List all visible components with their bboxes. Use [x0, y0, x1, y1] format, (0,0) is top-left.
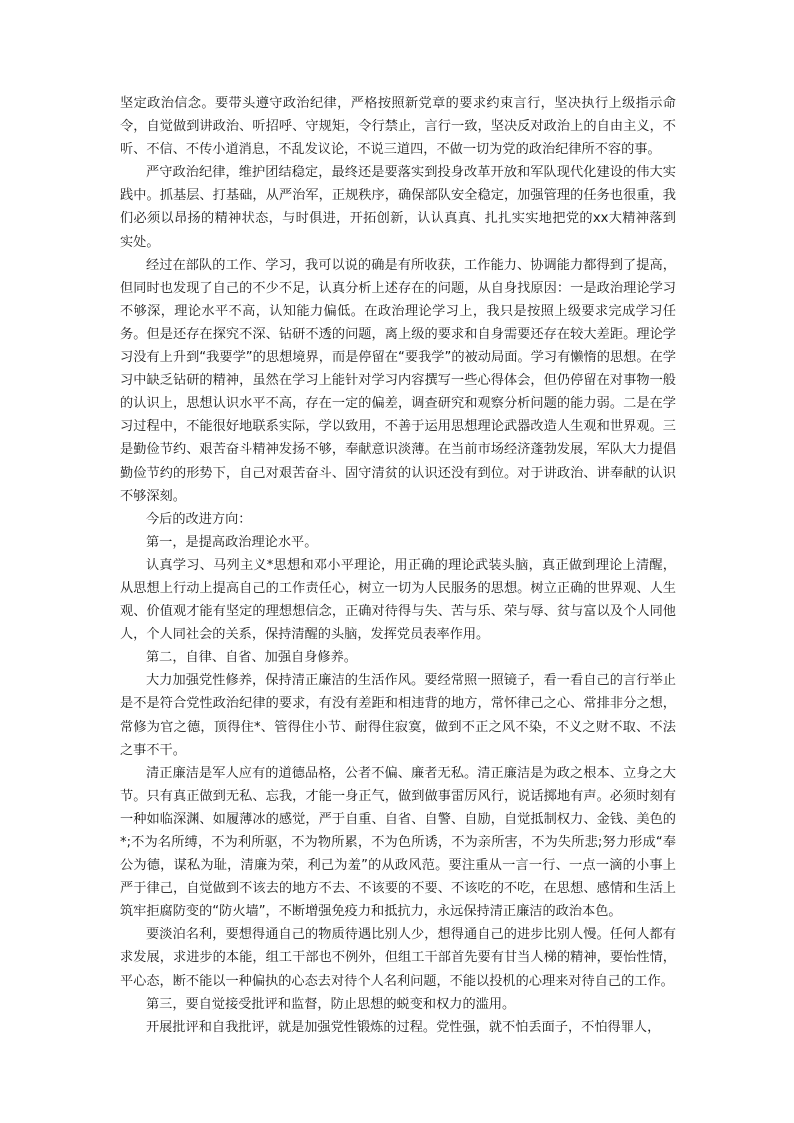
document-body: [120, 92, 676, 1039]
paragraph: 清正廉洁是军人应有的道德品格，公者不偏、廉者无私。清正廉洁是为政之根本、立身之大节。只有真正做到无私、忘我，才能一身正气，做到做事雷厉风行，说话掷地有声。必须时刻有一种如临深渊、如履薄冰的感觉，严于自重、自省、自警、自励，自觉抵制权力、金钱、美色的*;不为名所缚，不为利所驱，不为物所累，不为色所诱，不为亲所害，不为失所悲;努力形成“奉公为德，谋私为耻，清廉为荣，利己为羞”的从政风范。要注重从一言一行、一点一滴的小事上严于律己，自觉做到不该去的地方不去、不该要的不要、不该吃的不吃，在思想、感情和生活上筑牢拒腐防变的“防火墙”，不断增强免疫力和抵抗力，永远保持清正廉洁的政治本色。: [120, 765, 676, 920]
paragraph: 今后的改进方向：: [146, 511, 252, 527]
section-heading: 第三，要自觉接受批评和监督，防止思想的蜕变和权力的滥用。: [146, 996, 516, 1012]
paragraph: 坚定政治信念。要带头遵守政治纪律，严格按照新党章的要求约束言行，坚决执行上级指示命令，自觉做到讲政治、听招呼、守规矩，令行禁止，言行一致，坚决反对政治上的自由主义，不听、不信、不传小道消息，不乱发议论，不说三道四，不做一切为党的政治纪律所不容的事。: [120, 96, 676, 158]
section-heading: 第一，是提高政治理论水平。: [146, 534, 318, 550]
paragraph: 开展批评和自我批评，就是加强党性锻炼的过程。党性强，就不怕丢面子，不怕得罪人，: [146, 1019, 661, 1035]
paragraph: 严守政治纪律，维护团结稳定，最终还是要落实到投身改革开放和军队现代化建设的伟大实践中。抓基层、打基础，从严治军，正规秩序，确保部队安全稳定，加强管理的任务也很重，我们必须以昂扬的精神状态，与时俱进，开拓创新，认认真真、扎扎实实地把党的xx大精神落到实处。: [120, 165, 676, 250]
paragraph: 经过在部队的工作、学习，我可以说的确是有所收获，工作能力、协调能力都得到了提高，但同时也发现了自己的不少不足，认真分析上述存在的问题，从自身找原因：一是政治理论学习不够深，理论水平不高，认知能力偏低。在政治理论学习上，我只是按照上级要求完成学习任务。但是还存在探究不深、钻研不透的问题，离上级的要求和自身需要还存在较大差距。理论学习没有上升到“我要学”的思想境界，而是停留在“要我学”的被动局面。学习有懒惰的思想。在学习中缺乏钻研的精神，虽然在学习上能针对学习内容撰写一些心得体会，但仍停留在对事物一般的认识上，思想认识水平不高，存在一定的偏差，调查研究和观察分析问题的能力弱。二是在学习过程中，不能很好地联系实际，学以致用，不善于运用思想理论武器改造人生观和世界观。三是勤俭节约、艰苦奋斗精神发扬不够，奉献意识淡薄。在当前市场经济蓬勃发展，军队大力提倡勤俭节约的形势下，自己对艰苦奋斗、固守清贫的认识还没有到位。对于讲政治、讲奉献的认识不够深刻。: [120, 257, 676, 504]
section-heading: 第二，自律、自省、加强自身修养。: [146, 650, 357, 666]
paragraph: 认真学习、马列主义*思想和邓小平理论，用正确的理论武装头脑，真正做到理论上清醒，从思想上行动上提高自己的工作责任心，树立一切为人民服务的思想。树立正确的世界观、人生观、价值观才能有坚定的理想想信念，正确对待得与失、苦与乐、荣与辱、贫与富以及个人同他人，个人同社会的关系，保持清醒的头脑，发挥党员表率作用。: [120, 557, 676, 643]
paragraph: 大力加强党性修养，保持清正廉洁的生活作风。要经常照一照镜子，看一看自己的言行举止是不是符合党性政治纪律的要求，有没有差距和相违背的地方，常怀律己之心、常排非分之想，常修为官之德，顶得住*、管得住小节、耐得住寂寞，做到不正之风不染，不义之财不取、不法之事不干。: [120, 673, 676, 758]
paragraph: 要淡泊名利，要想得通自己的物质待遇比别人少，想得通自己的进步比别人慢。任何人都有求发展，求进步的本能，组工干部也不例外，但组工干部首先要有甘当人梯的精神，要怡性情，平心态，断不能以一种偏执的心态去对待个人名利问题，不能以投机的心理来对待自己的工作。: [120, 927, 676, 989]
